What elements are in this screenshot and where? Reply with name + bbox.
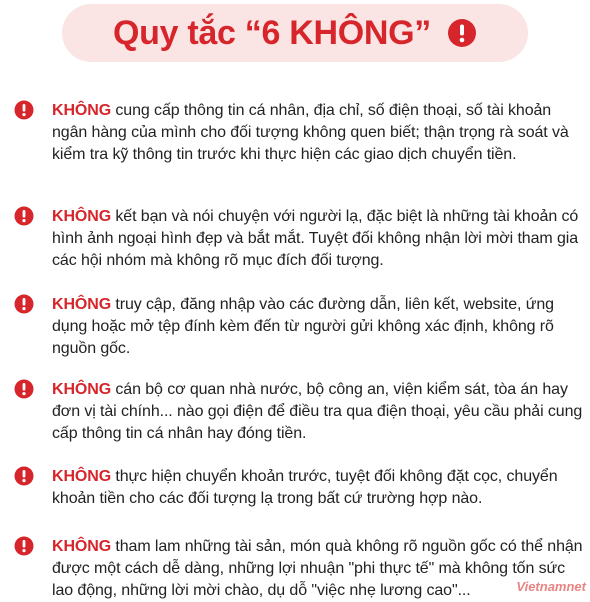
exclamation-circle-icon bbox=[14, 206, 34, 226]
page-title: Quy tắc “6 KHÔNG” bbox=[113, 13, 431, 52]
exclamation-circle-icon bbox=[14, 536, 34, 556]
rule-body: thực hiện chuyển khoản trước, tuyệt đối không đặt cọc, chuyển khoản tiền cho các đối tượng lạ trong bất cứ trường hợp nào. bbox=[52, 468, 558, 507]
rule-body: cán bộ cơ quan nhà nước, bộ công an, viện kiểm sát, tòa án hay đơn vị tài chính... nào gọi điện để điều tra qua điện thoại, yêu cầu phải cung cấp thông tin cá nhân hay đóng tiền. bbox=[52, 381, 583, 442]
rule-body: truy cập, đăng nhập vào các đường dẫn, liên kết, website, ứng dụng hoặc mở tệp đính kèm đến từ người gửi không xác định, không rõ nguồn gốc. bbox=[52, 296, 554, 357]
rule-body: tham lam những tài sản, món quà không rõ nguồn gốc có thể nhận được một cách dễ dàng, những lợi nhuận "phi thực tế" mà không tốn sức lao động, những lời mời chào, dụ dỗ "việc nhẹ lương cao"... bbox=[52, 538, 583, 599]
rule-text bbox=[52, 100, 586, 166]
rule-keyword: KHÔNG bbox=[52, 208, 112, 225]
exclamation-circle-icon bbox=[14, 100, 34, 120]
rule-keyword: KHÔNG bbox=[52, 296, 112, 313]
rule-text bbox=[52, 379, 586, 445]
exclamation-circle-icon bbox=[14, 466, 34, 486]
rule-text bbox=[52, 536, 586, 602]
rule-keyword: KHÔNG bbox=[52, 468, 112, 485]
rule-keyword: KHÔNG bbox=[52, 102, 112, 119]
rule-body: kết bạn và nói chuyện với người lạ, đặc biệt là những tài khoản có hình ảnh ngoại hình đẹp và bắt mắt. Tuyệt đối không nhận lời mời tham gia các hội nhóm mà không rõ mục đích đối tượng. bbox=[52, 208, 579, 269]
rule-text bbox=[52, 466, 586, 510]
rule-keyword: KHÔNG bbox=[52, 538, 112, 555]
exclamation-circle-icon bbox=[447, 18, 477, 48]
exclamation-circle-icon bbox=[14, 379, 34, 399]
rule-body: cung cấp thông tin cá nhân, địa chỉ, số điện thoại, số tài khoản ngân hàng của mình cho đối tượng không quen biết; thận trọng rà soát và kiểm tra kỹ thông tin trước khi thực hiện các giao dịch chuyển tiền. bbox=[52, 102, 569, 163]
rule-keyword: KHÔNG bbox=[52, 381, 112, 398]
exclamation-circle-icon bbox=[14, 294, 34, 314]
title-banner bbox=[62, 4, 528, 62]
rule-text bbox=[52, 206, 586, 272]
watermark-logo: Vietnamnet bbox=[516, 579, 586, 594]
rule-text bbox=[52, 294, 586, 360]
